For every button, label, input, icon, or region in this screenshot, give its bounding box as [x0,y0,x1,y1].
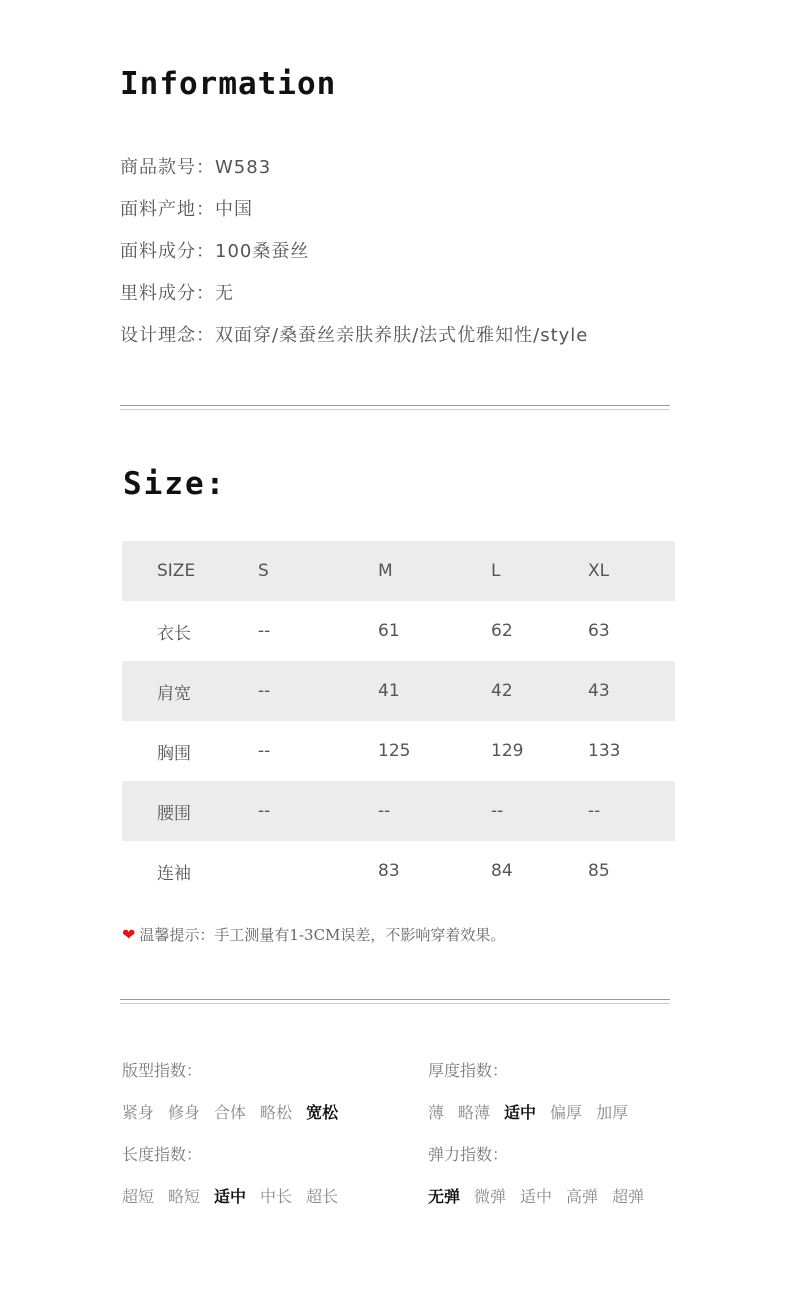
thickness-option: 略薄 [458,1103,491,1122]
column-header: XL [574,541,675,601]
fit-index-options [122,1100,352,1123]
fit-index-title: 版型指数： [122,1061,203,1080]
info-value: 100桑蚕丝 [215,241,310,262]
size-heading: Size: [123,466,227,502]
elasticity-index-options [428,1184,658,1207]
table-cell: -- [574,781,675,841]
fit-option: 略松 [260,1103,293,1122]
table-cell: -- [477,781,574,841]
column-header: L [477,541,574,601]
table-row [122,601,675,661]
table-cell: 61 [378,621,400,641]
table-cell: -- [258,741,271,761]
fit-option: 宽松 [306,1103,339,1122]
heart-icon: ❤ [122,925,136,944]
table-cell: 腰围 [122,781,244,841]
tip-text: 温馨提示：手工测量有1-3CM误差，不影响穿着效果。 [139,926,506,944]
info-label: 设计理念： [120,325,215,346]
elasticity-option: 超弹 [612,1187,645,1206]
elasticity-option: 高弹 [566,1187,599,1206]
info-label: 商品款号： [120,157,215,178]
length-option: 略短 [168,1187,201,1206]
table-cell: 63 [588,621,610,641]
info-row-design [120,321,588,347]
length-option: 超短 [122,1187,155,1206]
info-row-origin [120,195,253,221]
table-cell: 62 [491,621,513,641]
fit-option: 修身 [168,1103,201,1122]
thickness-index-options [428,1100,642,1123]
elasticity-option: 适中 [520,1187,553,1206]
fit-option: 合体 [214,1103,247,1122]
info-row-fabric [120,237,309,263]
column-header: M [364,541,477,601]
table-row [122,721,675,781]
table-row [122,841,675,901]
table-cell: -- [364,781,477,841]
table-cell: 133 [588,741,621,761]
elasticity-option: 微弹 [474,1187,507,1206]
info-value: 双面穿/桑蚕丝亲肤养肤/法式优雅知性/style [215,325,589,346]
thickness-option: 加厚 [596,1103,629,1122]
section-divider [120,405,670,410]
size-table [122,541,675,901]
table-cell [244,841,364,901]
fit-option: 紧身 [122,1103,155,1122]
info-value: 中国 [215,199,253,220]
column-header: S [244,541,364,601]
elasticity-option: 无弹 [428,1187,461,1206]
column-header: SIZE [122,541,244,601]
info-label: 里料成分： [120,283,215,304]
table-cell: -- [244,661,364,721]
length-index-options [122,1184,352,1207]
info-row-style-number [120,153,271,179]
length-index-title: 长度指数： [122,1145,203,1164]
table-cell: 41 [364,661,477,721]
table-cell: 42 [477,661,574,721]
information-heading: Information [120,66,337,102]
info-label: 面料产地： [120,199,215,220]
table-cell: 125 [378,741,411,761]
elasticity-index-title: 弹力指数： [428,1145,509,1164]
table-row [122,661,675,721]
table-cell: 129 [491,741,524,761]
section-divider [120,999,670,1004]
table-cell: 83 [378,861,400,881]
table-cell: -- [244,781,364,841]
table-cell: 43 [574,661,675,721]
table-cell: 胸围 [157,743,191,764]
table-row [122,781,675,841]
table-cell: 衣长 [157,623,191,644]
thickness-option: 适中 [504,1103,537,1122]
measurement-tip [122,924,505,945]
length-option: 适中 [214,1187,247,1206]
length-option: 超长 [306,1187,339,1206]
table-cell: 连袖 [157,863,191,884]
thickness-index-title: 厚度指数： [428,1061,509,1080]
info-value: 无 [215,283,234,304]
info-label: 面料成分： [120,241,215,262]
info-row-lining [120,279,234,305]
table-cell: 85 [588,861,610,881]
thickness-option: 偏厚 [550,1103,583,1122]
table-cell: -- [258,621,271,641]
table-cell: 84 [491,861,513,881]
thickness-option: 薄 [428,1103,445,1122]
table-header-row [122,541,675,601]
info-value: W583 [215,157,272,178]
table-cell: 肩宽 [122,661,244,721]
length-option: 中长 [260,1187,293,1206]
